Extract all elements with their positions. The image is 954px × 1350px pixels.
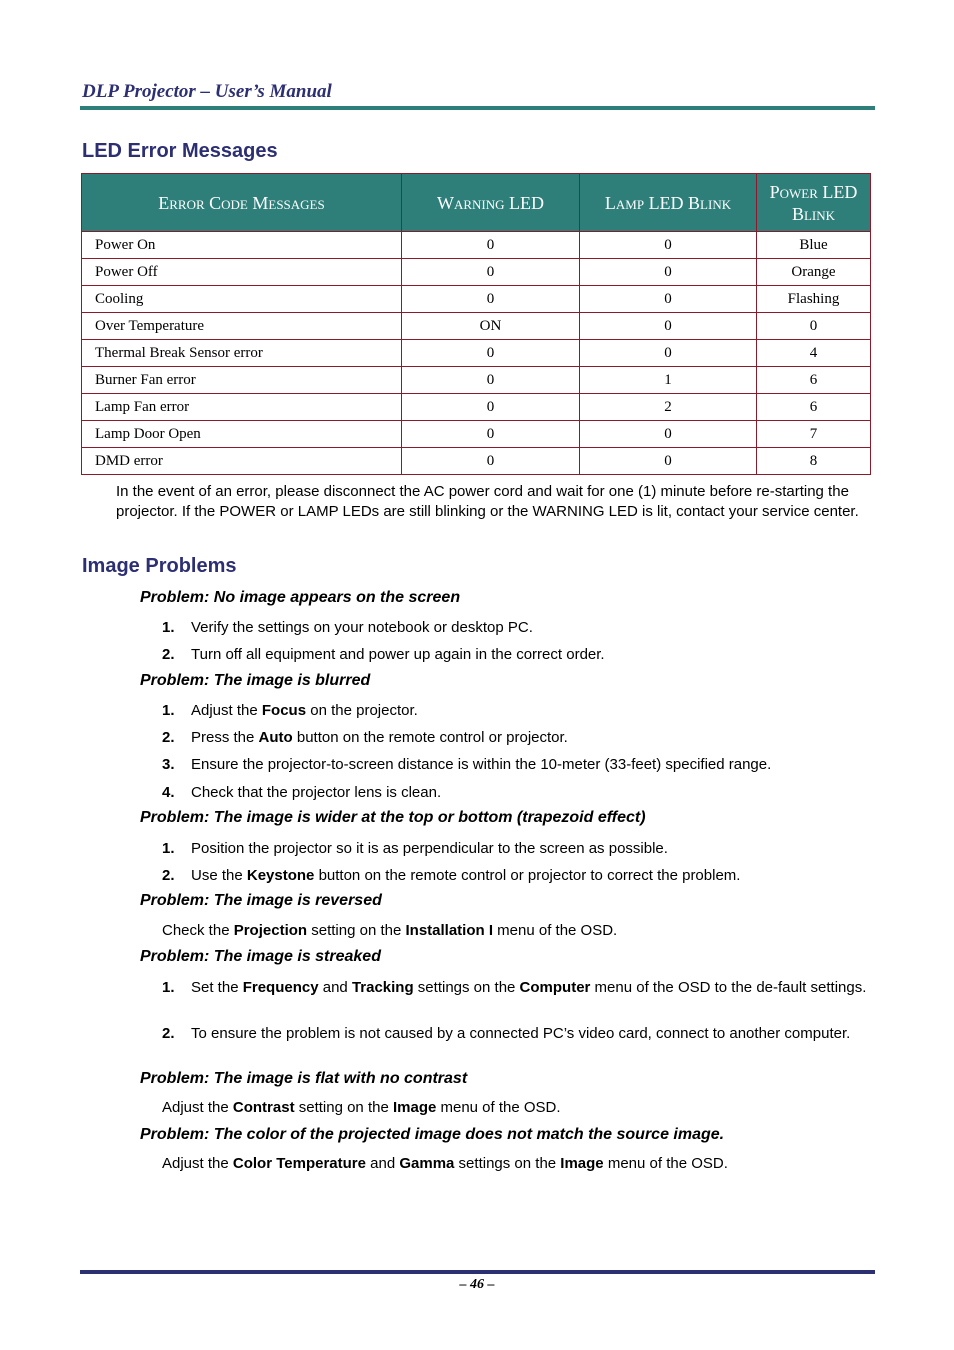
table-cell: 0: [402, 259, 580, 286]
table-row: [82, 286, 871, 313]
table-cell: Lamp Fan error: [82, 394, 402, 421]
table-cell: Power On: [82, 232, 402, 259]
table-cell: 0: [580, 286, 757, 313]
table-cell: Flashing: [757, 286, 871, 313]
table-row: [82, 232, 871, 259]
table-cell: 0: [402, 448, 580, 475]
table-cell: 0: [580, 259, 757, 286]
table-row: [82, 394, 871, 421]
step-text: Turn off all equipment and power up again in the correct order.: [191, 646, 605, 663]
table-row: [82, 313, 871, 340]
table-cell: 0: [402, 421, 580, 448]
table-cell: 0: [402, 286, 580, 313]
list-item: [162, 866, 872, 886]
step-number: 1.: [162, 840, 175, 857]
table-cell: 0: [402, 232, 580, 259]
table-cell: Thermal Break Sensor error: [82, 340, 402, 367]
image-problems-heading: Image Problems: [82, 555, 237, 577]
header-rule: [80, 106, 875, 110]
step-text: Press the Auto button on the remote control or projector.: [191, 729, 568, 746]
step-number: 2.: [162, 729, 175, 746]
problem-heading: Problem: The image is flat with no contrast: [140, 1070, 468, 1087]
running-header: DLP Projector – User’s Manual: [82, 81, 332, 102]
list-item: [162, 755, 872, 775]
table-cell: 0: [402, 367, 580, 394]
table-row: [82, 367, 871, 394]
column-header: Lamp LED Blink: [580, 174, 757, 232]
step-text: Ensure the projector-to-screen distance is within the 10-meter (33-feet) specified range.: [191, 756, 772, 773]
table-cell: 2: [580, 394, 757, 421]
table-cell: 7: [757, 421, 871, 448]
step-number: 1.: [162, 702, 175, 719]
step-number: 2.: [162, 646, 175, 663]
list-item: [162, 728, 872, 748]
table-cell: 0: [580, 448, 757, 475]
step-text: Adjust the Focus on the projector.: [191, 702, 418, 719]
step-number: 3.: [162, 756, 175, 773]
problem-heading: Problem: No image appears on the screen: [140, 589, 461, 606]
list-item: [162, 645, 872, 665]
table-row: [82, 340, 871, 367]
table-cell: 0: [402, 394, 580, 421]
table-header-row: [82, 174, 871, 232]
step-number: 1.: [162, 979, 175, 996]
table-row: [82, 259, 871, 286]
footer-rule: [80, 1270, 875, 1274]
step-number: 2.: [162, 867, 175, 884]
table-row: [82, 448, 871, 475]
table-cell: 0: [757, 313, 871, 340]
error-note-paragraph: In the event of an error, please disconnect the AC power cord and wait for one (1) minute before re-starting the projector. If the POWER or LAMP LEDs are still blinking or the WARNING LED is lit, contact your service center.: [116, 483, 859, 520]
solution-text: Adjust the Contrast setting on the Image menu of the OSD.: [162, 1099, 561, 1116]
step-text: To ensure the problem is not caused by a connected PC’s video card, connect to another computer.: [191, 1025, 851, 1042]
table-cell: ON: [402, 313, 580, 340]
table-cell: Blue: [757, 232, 871, 259]
problem-heading: Problem: The color of the projected image does not match the source image.: [140, 1126, 725, 1143]
table-row: [82, 421, 871, 448]
problem-heading: Problem: The image is blurred: [140, 672, 371, 689]
list-item: [162, 839, 872, 859]
problem-heading: Problem: The image is reversed: [140, 892, 382, 909]
step-text: Use the Keystone button on the remote control or projector to correct the problem.: [191, 867, 741, 884]
step-number: 2.: [162, 1025, 175, 1042]
column-header: Error Code Messages: [82, 174, 402, 232]
led-error-table: [81, 173, 871, 475]
page-number: – 46 –: [459, 1277, 495, 1292]
table-cell: Over Temperature: [82, 313, 402, 340]
step-text: Position the projector so it is as perpendicular to the screen as possible.: [191, 840, 668, 857]
table-cell: Cooling: [82, 286, 402, 313]
table-cell: Orange: [757, 259, 871, 286]
step-text: Check that the projector lens is clean.: [191, 784, 442, 801]
table-cell: 6: [757, 367, 871, 394]
table-cell: 0: [580, 313, 757, 340]
solution-text: Check the Projection setting on the Installation I menu of the OSD.: [162, 922, 618, 939]
table-cell: 0: [580, 340, 757, 367]
step-number: 1.: [162, 619, 175, 636]
table-cell: 6: [757, 394, 871, 421]
table-cell: Power Off: [82, 259, 402, 286]
table-cell: 0: [580, 232, 757, 259]
list-item: [162, 783, 872, 803]
step-text: Verify the settings on your notebook or desktop PC.: [191, 619, 533, 636]
list-item: [162, 701, 872, 721]
step-text: Set the Frequency and Tracking settings on the Computer menu of the OSD to the de-fault settings.: [191, 979, 867, 996]
table-cell: Lamp Door Open: [82, 421, 402, 448]
led-section-heading: LED Error Messages: [82, 140, 278, 162]
table-cell: Burner Fan error: [82, 367, 402, 394]
table-cell: DMD error: [82, 448, 402, 475]
list-item: [162, 1024, 872, 1044]
table-cell: 0: [580, 421, 757, 448]
column-header: Warning LED: [402, 174, 580, 232]
table-cell: 8: [757, 448, 871, 475]
table-cell: 0: [402, 340, 580, 367]
solution-text: Adjust the Color Temperature and Gamma settings on the Image menu of the OSD.: [162, 1155, 728, 1172]
list-item: [162, 978, 872, 998]
list-item: [162, 618, 872, 638]
table-cell: 1: [580, 367, 757, 394]
problem-heading: Problem: The image is streaked: [140, 948, 381, 965]
table-cell: 4: [757, 340, 871, 367]
step-number: 4.: [162, 784, 175, 801]
column-header: Power LED Blink: [757, 174, 871, 232]
problem-heading: Problem: The image is wider at the top or bottom (trapezoid effect): [140, 809, 646, 826]
